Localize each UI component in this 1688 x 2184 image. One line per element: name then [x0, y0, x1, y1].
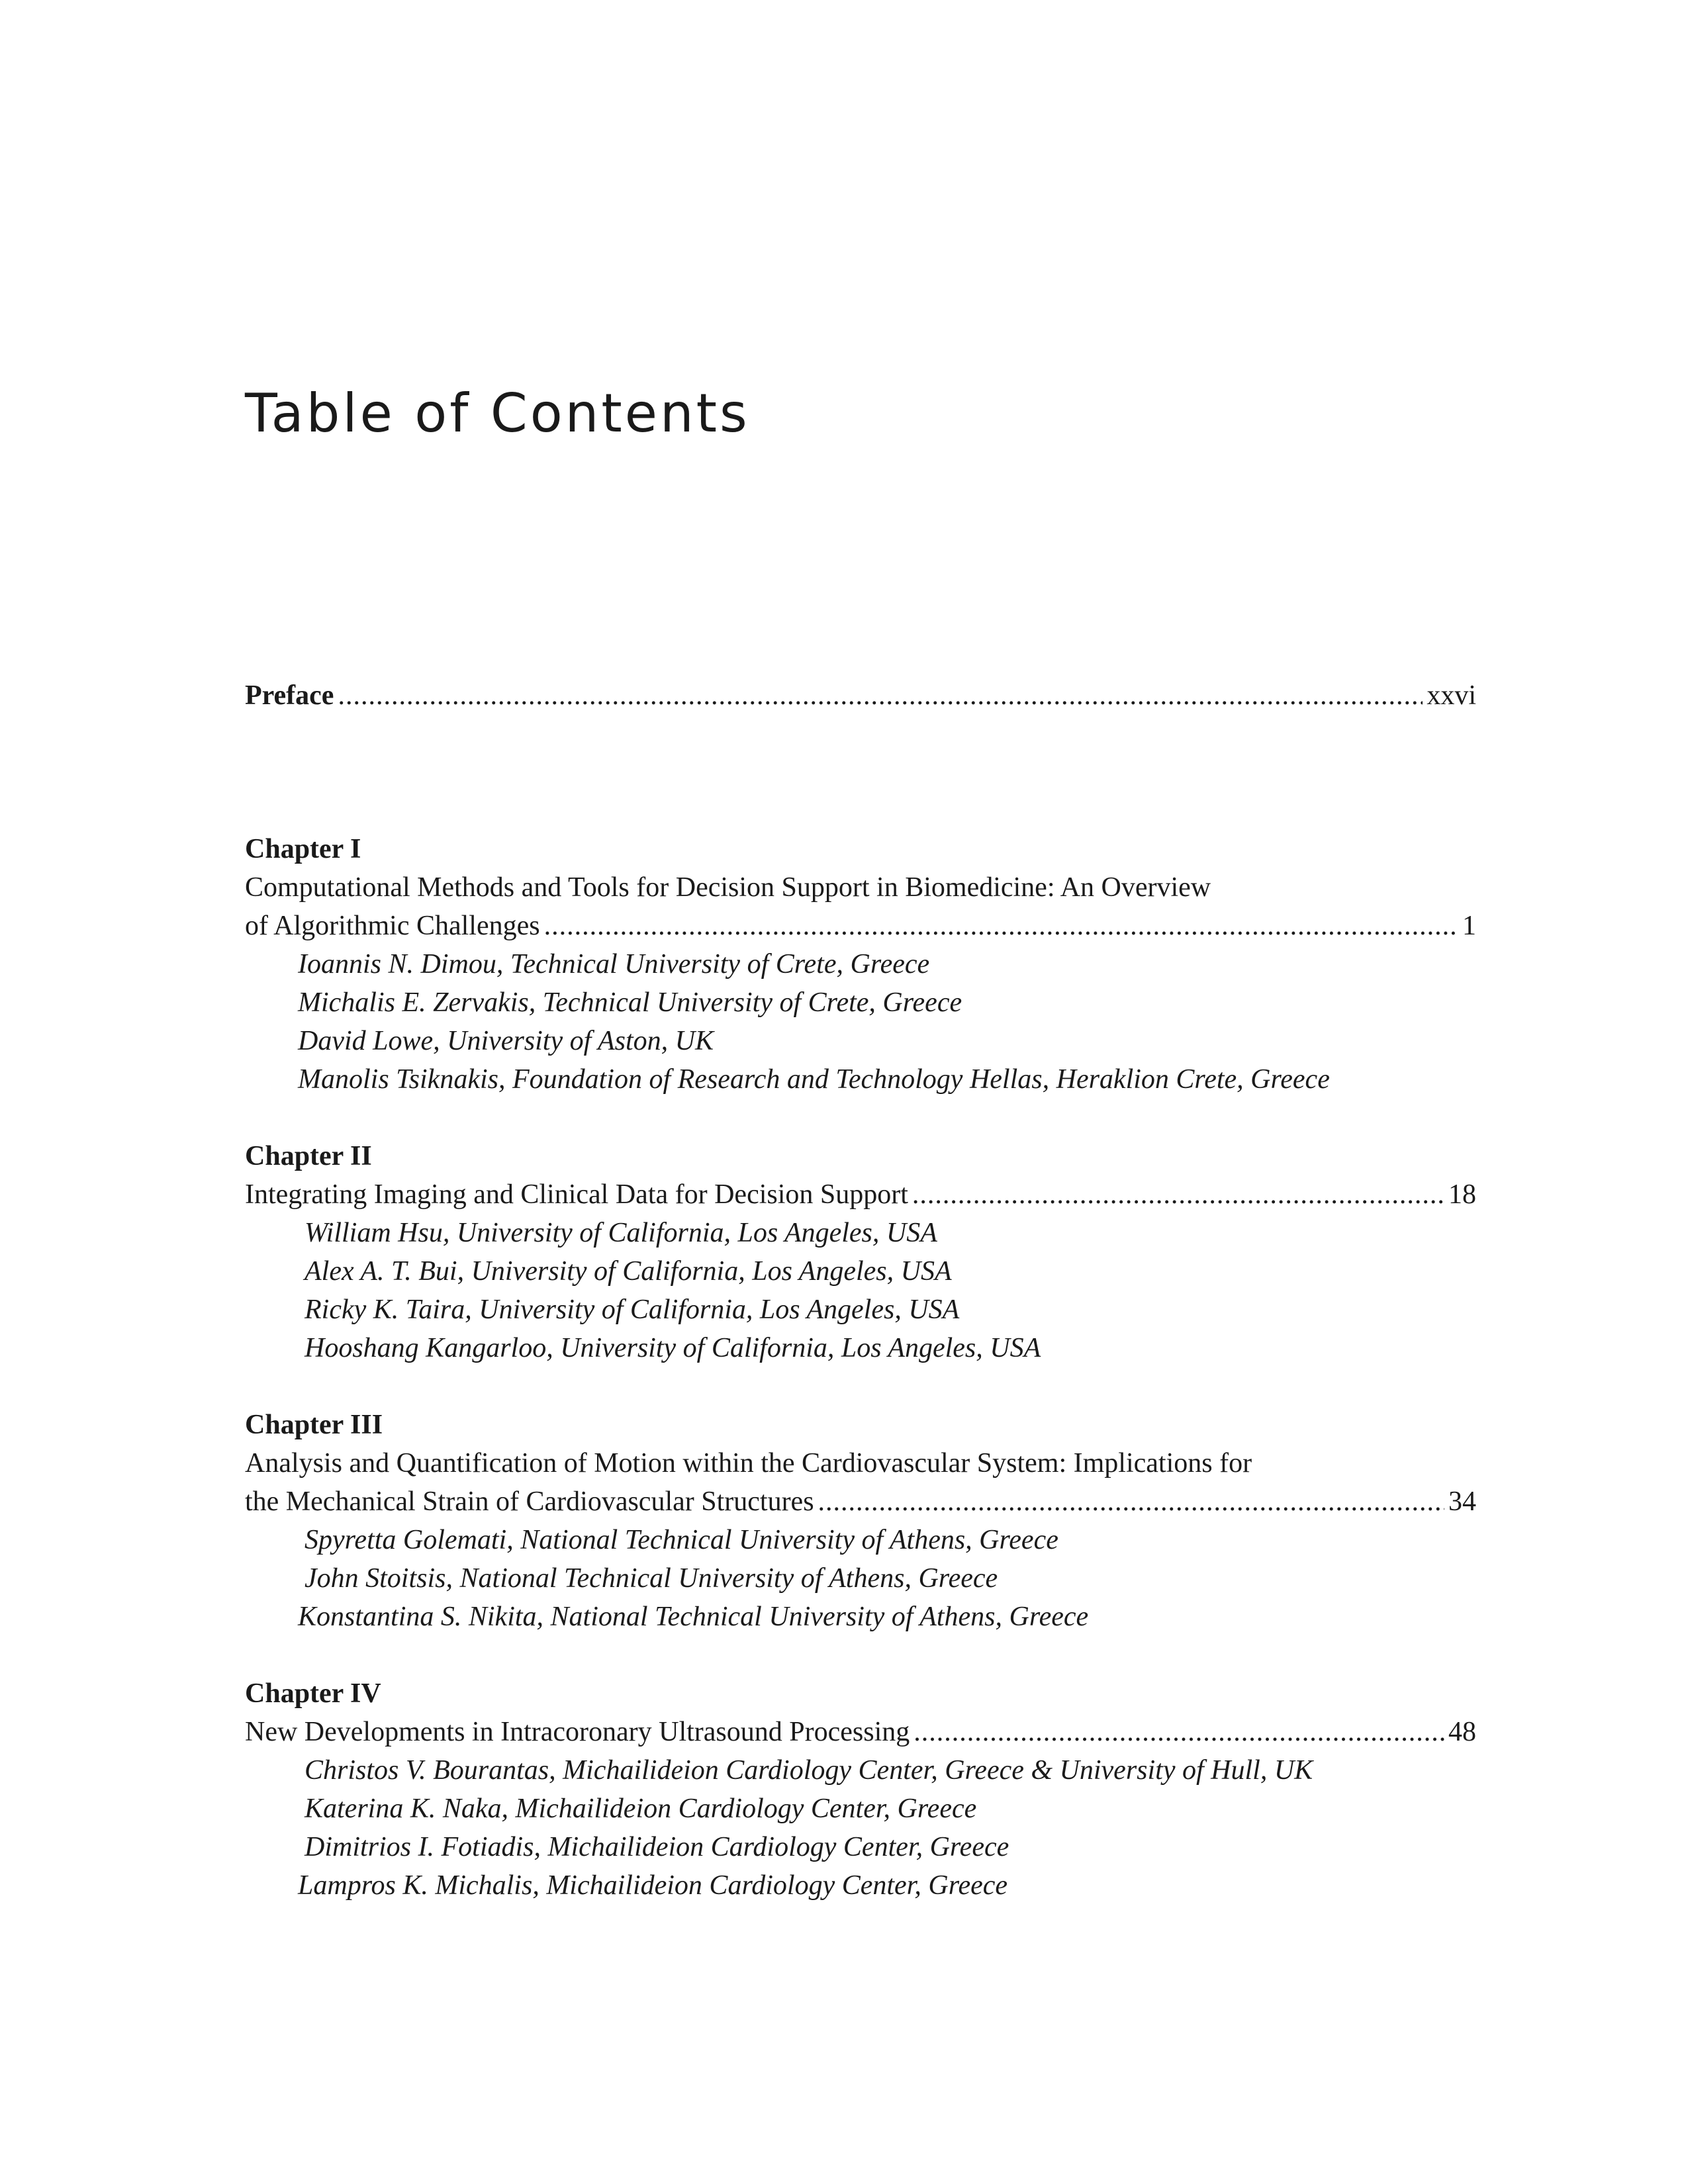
toc-chapter-3[interactable]: [245, 1406, 1476, 1636]
author: Alex A. T. Bui, University of California, Los Angeles, USA: [305, 1256, 952, 1287]
dot-leader: [818, 1482, 1444, 1521]
author: Christos V. Bourantas, Michailideion Cardiology Center, Greece & University of Hull, UK: [305, 1755, 1313, 1786]
author: Lampros K. Michalis, Michailideion Cardiology Center, Greece: [298, 1870, 1008, 1901]
author: Ioannis N. Dimou, Technical University of Crete, Greece: [298, 949, 930, 979]
chapter-label: Chapter II: [245, 1141, 372, 1171]
author: Konstantina S. Nikita, National Technical University of Athens, Greece: [298, 1602, 1089, 1632]
author: Spyretta Golemati, National Technical University of Athens, Greece: [305, 1525, 1058, 1555]
page-number: 34: [1448, 1486, 1476, 1517]
author: Katerina K. Naka, Michailideion Cardiology Center, Greece: [305, 1794, 977, 1824]
page-number: 48: [1448, 1717, 1476, 1747]
author-list: [245, 1521, 1476, 1636]
chapter-title-line: Computational Methods and Tools for Decision Support in Biomedicine: An Overview: [245, 872, 1211, 903]
chapter-title-line: of Algorithmic Challenges: [245, 911, 540, 941]
chapter-label: Chapter I: [245, 834, 361, 864]
page-number: 18: [1448, 1179, 1476, 1210]
author: Ricky K. Taira, University of California, Los Angeles, USA: [305, 1295, 960, 1325]
author: Hooshang Kangarloo, University of California, Los Angeles, USA: [305, 1333, 1041, 1363]
toc-chapter-2[interactable]: [245, 1137, 1476, 1367]
page-title: Table of Contents: [245, 383, 750, 444]
author: Michalis E. Zervakis, Technical University of Crete, Greece: [298, 987, 962, 1018]
dot-leader: [914, 1713, 1444, 1751]
author: John Stoitsis, National Technical University of Athens, Greece: [305, 1563, 998, 1594]
chapter-label: Chapter III: [245, 1410, 383, 1440]
toc-preface-entry[interactable]: [245, 676, 1476, 715]
chapter-title-line: New Developments in Intracoronary Ultrasound Processing: [245, 1717, 910, 1747]
page-number: xxvi: [1427, 680, 1476, 711]
author-list: [245, 945, 1476, 1099]
toc-chapter-1[interactable]: [245, 830, 1476, 1099]
author: David Lowe, University of Aston, UK: [298, 1026, 714, 1056]
author: Manolis Tsiknakis, Foundation of Research and Technology Hellas, Heraklion Crete, Greece: [298, 1064, 1330, 1095]
chapter-label: Chapter IV: [245, 1678, 381, 1709]
chapter-title-line: Integrating Imaging and Clinical Data for Decision Support: [245, 1179, 908, 1210]
preface-label: Preface: [245, 680, 334, 711]
chapter-title-line: the Mechanical Strain of Cardiovascular Structures: [245, 1486, 814, 1517]
author: William Hsu, University of California, Los Angeles, USA: [305, 1218, 937, 1248]
chapter-title-line: Analysis and Quantification of Motion within the Cardiovascular System: Implications for: [245, 1448, 1252, 1479]
dot-leader: [338, 676, 1423, 715]
author-list: [245, 1751, 1476, 1905]
page-number: 1: [1462, 911, 1476, 941]
dot-leader: [544, 907, 1458, 945]
author: Dimitrios I. Fotiadis, Michailideion Cardiology Center, Greece: [305, 1832, 1009, 1862]
author-list: [245, 1214, 1476, 1367]
dot-leader: [912, 1175, 1444, 1214]
toc-chapter-4[interactable]: [245, 1674, 1476, 1905]
